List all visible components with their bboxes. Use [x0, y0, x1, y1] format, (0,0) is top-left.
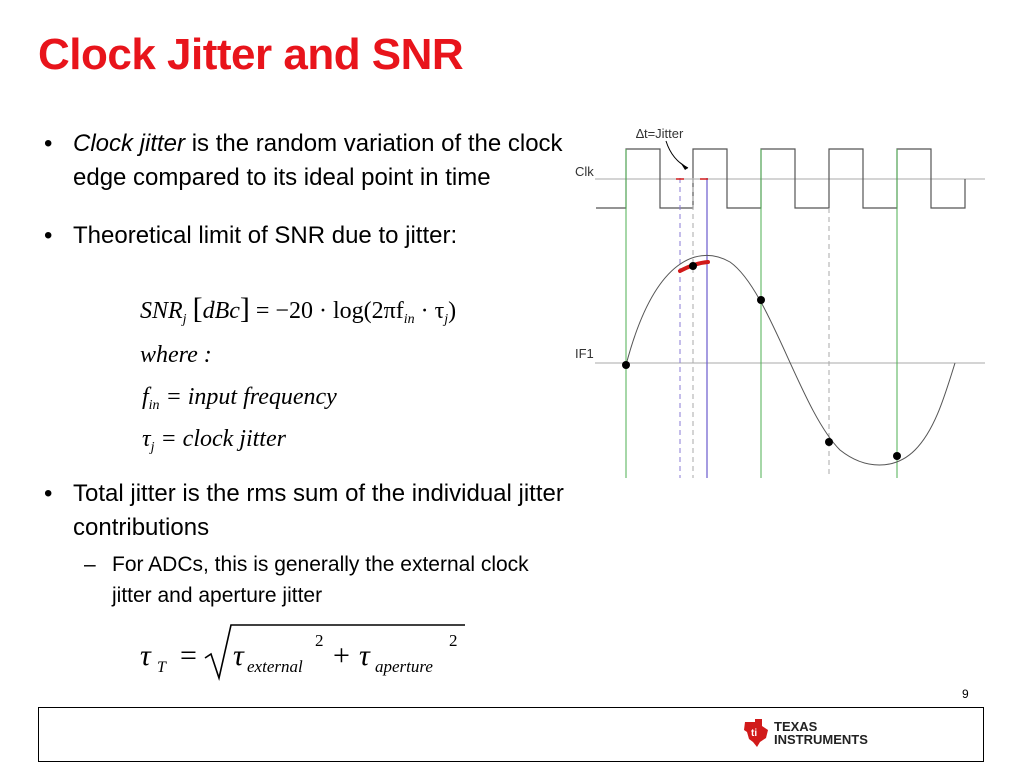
eq-term2-sup: 2 — [449, 631, 458, 650]
sample-point — [622, 361, 630, 369]
bullet-dot: • — [44, 222, 53, 249]
slide-title: Clock Jitter and SNR — [38, 30, 464, 79]
snr-equation: $SNR_j$ $[dBc] = -20 \cdot \log(2\pi f_{in} \cdot \tau_j)$ — [140, 292, 457, 327]
slide-content — [40, 125, 570, 253]
ti-wordmark: TEXAS INSTRUMENTS — [774, 719, 868, 747]
bullet-text: Theoretical limit of SNR due to jitter: — [73, 222, 458, 249]
ti-state-icon — [742, 718, 770, 748]
clk-label: Clk — [575, 164, 594, 179]
eq-tau-t: τ — [140, 639, 151, 672]
sample-point — [689, 262, 697, 270]
eq-tau-t-sub: T — [157, 659, 166, 676]
jitter-label: ∆t=Jitter — [636, 126, 684, 141]
bullet-total-jitter — [40, 477, 570, 545]
sub-bullet-adcs — [40, 549, 570, 611]
eq-plus: + — [333, 639, 350, 672]
eq-term1: τ — [233, 639, 244, 672]
bullet-text: Total jitter is the rms sum of the individual jitter contributions — [73, 480, 564, 541]
eq-term2: τ — [359, 639, 370, 672]
ti-logo — [742, 718, 868, 748]
emph-clock-jitter: Clock jitter — [73, 130, 186, 157]
sample-point — [757, 296, 765, 304]
tau-definition: $\tau_j$ = clock jitter — [142, 426, 286, 455]
if1-label: IF1 — [575, 346, 594, 361]
bullet-dot: • — [44, 480, 53, 507]
sample-point — [893, 452, 901, 460]
eq-equals: = — [180, 639, 197, 672]
where-label: where : — [140, 342, 212, 368]
eq-term2-sub: aperture — [375, 657, 433, 676]
bullet-clock-jitter — [40, 127, 570, 195]
bullet-text: is the random variation of — [185, 130, 462, 157]
total-jitter-equation — [135, 620, 475, 690]
bullet-theoretical-limit — [40, 219, 570, 253]
sub-bullet-text: For ADCs, this is generally the external clock jitter and aperture jitter — [112, 553, 529, 607]
bullet-text-rest: the clock edge compared to its ideal point in time — [73, 130, 563, 191]
slide-content-2 — [40, 477, 570, 611]
jitter-pointer-arrow — [666, 141, 688, 168]
if-sine-wave — [626, 255, 955, 465]
jitter-figure — [570, 120, 1000, 490]
bullet-dot: • — [44, 130, 53, 157]
eq-term1-sub: external — [247, 657, 303, 676]
svg-text:ti: ti — [751, 728, 758, 739]
eq-term1-sup: 2 — [315, 631, 324, 650]
sample-point — [825, 438, 833, 446]
fin-definition: $f_{in}$ = input frequency — [142, 384, 337, 413]
page-number: 9 — [962, 687, 969, 701]
sub-bullet-dash: – — [84, 553, 96, 576]
jitter-arrowhead — [680, 162, 688, 170]
